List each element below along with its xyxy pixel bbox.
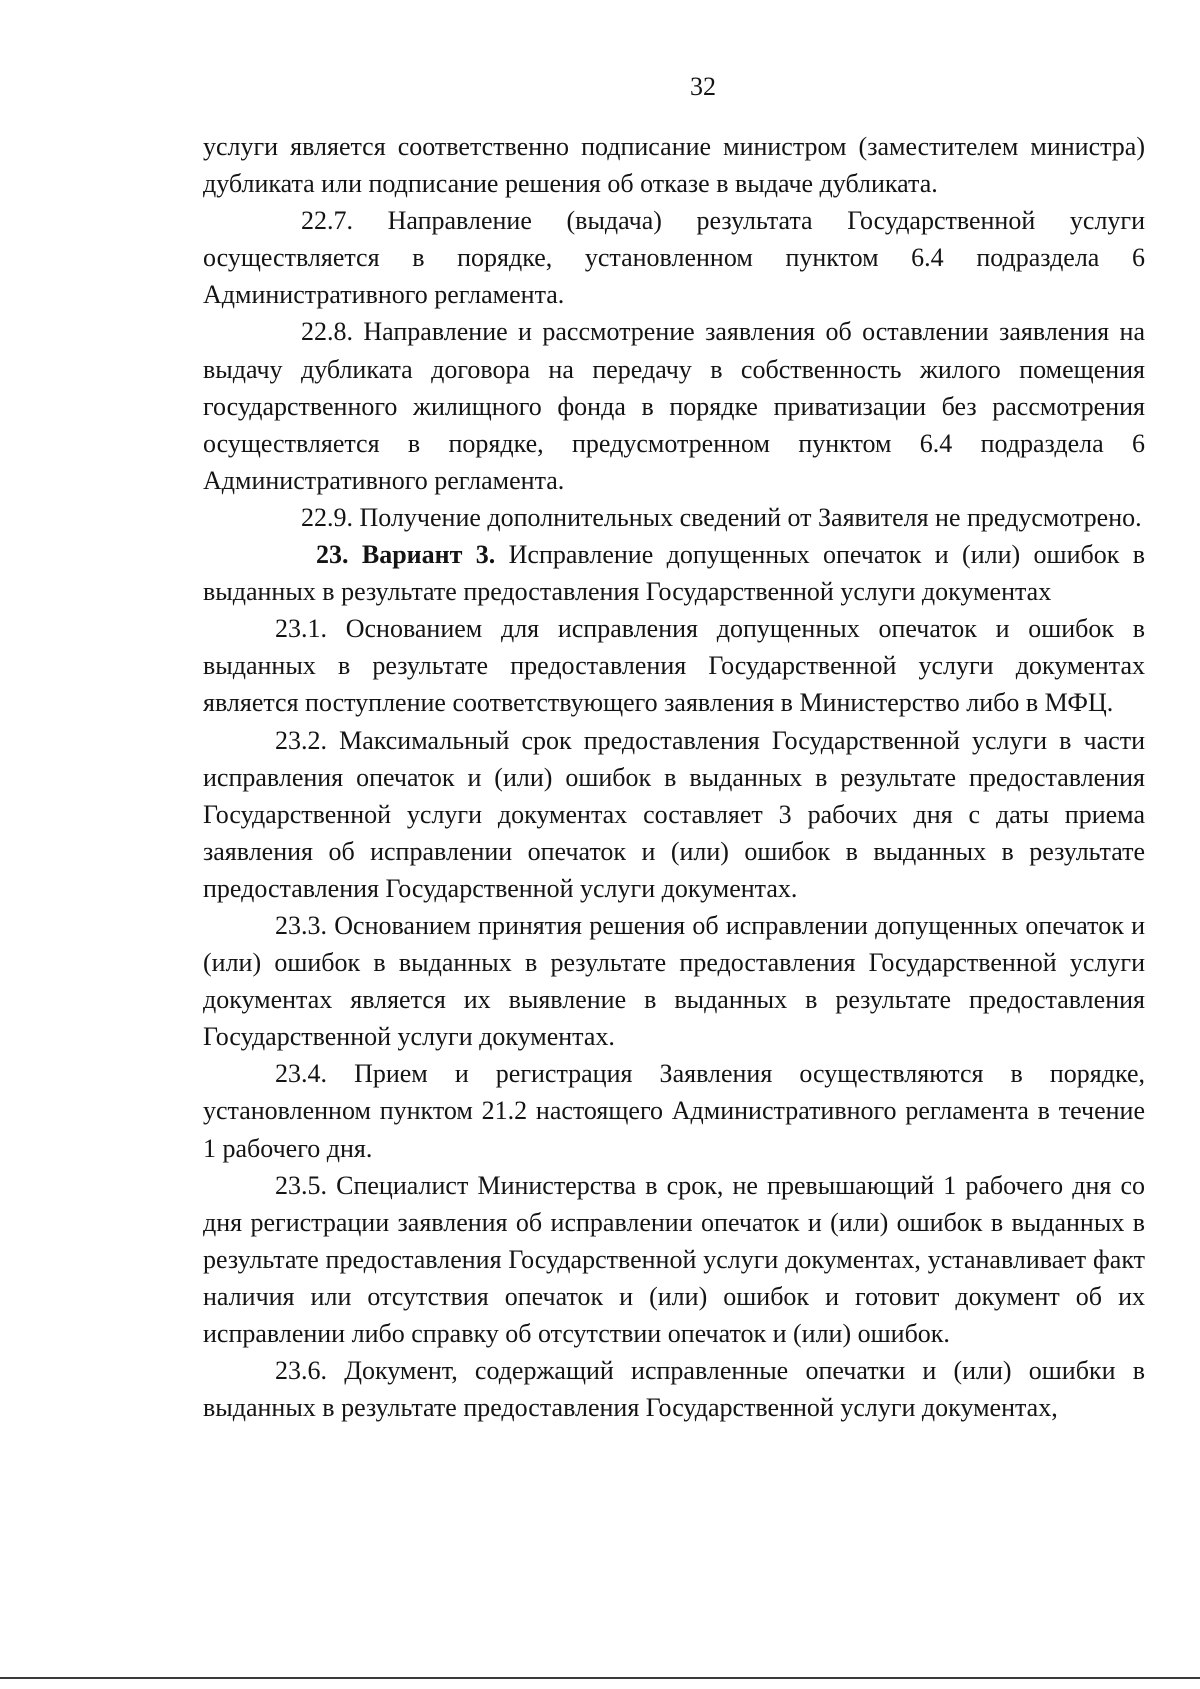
paragraph-23-4: 23.4. Прием и регистрация Заявления осуществляются в порядке, установленном пунктом 21.2 настоящего Административного регламента в течение 1 рабочего дня. bbox=[203, 1059, 1145, 1163]
paragraph-23-1: 23.1. Основанием для исправления допущенных опечаток и ошибок в выданных в результате предоставления Государственной услуги документах является поступление соответствующего заявления в Министерство либо в МФЦ. bbox=[203, 614, 1145, 718]
paragraph-22-7: 22.7. Направление (выдача) результата Государственной услуги осуществляется в порядке, установленном пунктом 6.4 подраздела 6 Административного регламента. bbox=[203, 206, 1145, 310]
paragraph-23-5: 23.5. Специалист Министерства в срок, не превышающий 1 рабочего дня со дня регистрации заявления об исправлении опечаток и (или) ошибок в выданных в результате предоставления Государственной услуги документах, устанавливает факт наличия или отсутствия опечаток и (или) ошибок и готовит документ об их исправлении либо справку об отсутствии опечаток и (или) ошибок. bbox=[203, 1170, 1145, 1348]
paragraph-23-3: 23.3. Основанием принятия решения об исправлении допущенных опечаток и (или) ошибок в выданных в результате предоставления Государственной услуги документах является их выявление в выданных в результате предоставления Государственной услуги документах. bbox=[203, 910, 1145, 1052]
paragraph-23-2: 23.2. Максимальный срок предоставления Государственной услуги в части исправления опечаток и (или) ошибок в выданных в результате предоставления Государственной услуги документах составляет 3 рабочих дня с даты приема заявления об исправлении опечаток и (или) ошибок в выданных в результате предоставления Государственной услуги документах. bbox=[203, 725, 1145, 903]
section-heading-23-number: 23. Вариант 3. bbox=[316, 540, 496, 570]
paragraph-22-8: 22.8. Направление и рассмотрение заявления об оставлении заявления на выдачу дубликата договора на передачу в собственность жилого помещения государственного жилищного фонда в порядке приватизации без рассмотрения осуществляется в порядке, предусмотренном пунктом 6.4 подраздела 6 Административного регламента. bbox=[203, 317, 1145, 495]
section-heading-23-title: Исправление допущенных опечаток и (или) ошибок в выданных в результате предоставления Государственной услуги документах bbox=[203, 540, 1145, 607]
paragraph-23-6: 23.6. Документ, содержащий исправленные опечатки и (или) ошибки в выданных в результате предоставления Государственной услуги документах, bbox=[203, 1356, 1145, 1423]
paragraph-22-9: 22.9. Получение дополнительных сведений от Заявителя не предусмотрено. bbox=[301, 502, 1142, 532]
section-heading-23 bbox=[203, 536, 1145, 610]
paragraph-continuation: услуги является соответственно подписание министром (заместителем министра) дубликата или подписание решения об отказе в выдаче дубликата. bbox=[203, 132, 1145, 199]
document-body bbox=[203, 128, 1145, 1426]
page-number: 32 bbox=[690, 72, 716, 101]
bottom-rule bbox=[0, 1677, 1200, 1679]
